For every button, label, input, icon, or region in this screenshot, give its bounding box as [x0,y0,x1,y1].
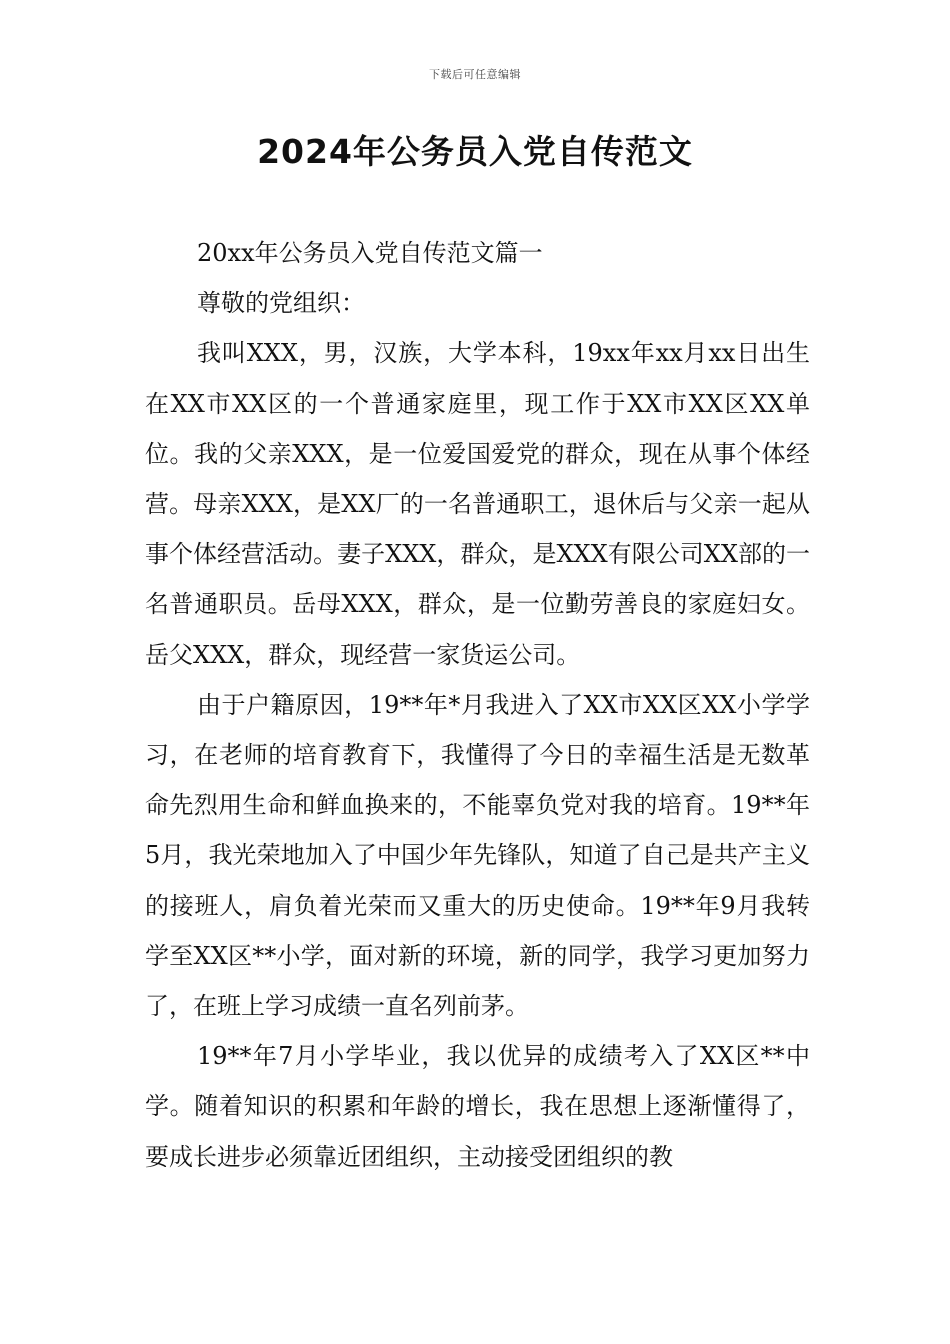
body-paragraph: 19**年7月小学毕业，我以优异的成绩考入了XX区**中学。随着知识的积累和年龄的增长，我在思想上逐渐懂得了，要成长进步必须靠近团组织，主动接受团组织的教 [145,1042,810,1171]
header-note: 下载后可任意编辑 [429,68,521,81]
body-paragraph: 我叫XXX，男，汉族，大学本科，19xx年xx月xx日出生在XX市XX区的一个普通家庭里，现工作于XX市XX区XX单位。我的父亲XXX，是一位爱国爱党的群众，现在从事个体经营。母亲XXX，是XX厂的一名普通职工，退休后与父亲一起从事个体经营活动。妻子XXX，群众，是XXX有限公司XX部的一名普通职员。岳母XXX，群众，是一位勤劳善良的家庭妇女。岳父XXX，群众，现经营一家货运公司。 [145,339,810,669]
document-title: 2024年公务员入党自传范文 [257,132,693,171]
salutation: 尊敬的党组织： [197,289,365,318]
document-body [145,228,810,1182]
section-heading: 20xx年公务员入党自传范文篇一 [197,239,543,267]
body-paragraph: 由于户籍原因，19**年*月我进入了XX市XX区XX小学学习，在老师的培育教育下，我懂得了今日的幸福生活是无数革命先烈用生命和鲜血换来的，不能辜负党对我的培育。19**年5月，我光荣地加入了中国少年先锋队，知道了自己是共产主义的接班人，肩负着光荣而又重大的历史使命。19**年9月我转学至XX区**小学，面对新的环境，新的同学，我学习更加努力了，在班上学习成绩一直名列前茅。 [145,690,810,1021]
